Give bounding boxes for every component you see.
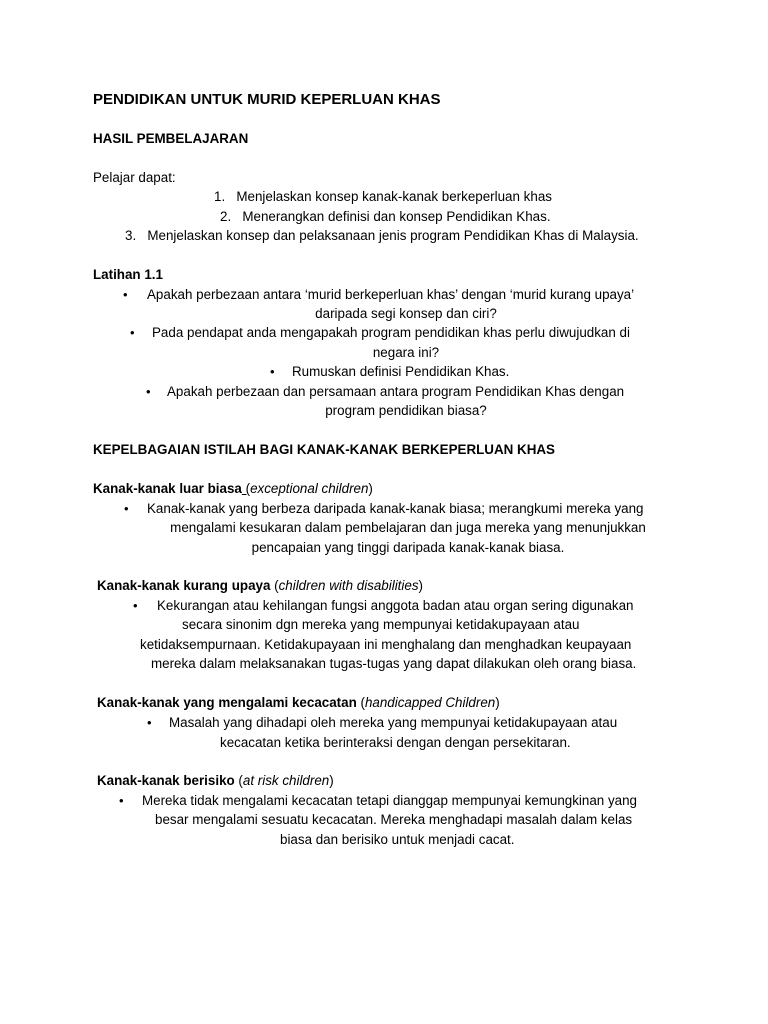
list-item (214, 187, 552, 207)
list-item (125, 226, 639, 246)
bullet-icon: • (124, 501, 129, 516)
latihan-item-line: Rumuskan definisi Pendidikan Khas. (292, 364, 510, 379)
latihan-item-line: Apakah perbezaan dan persamaan antara program Pendidikan Khas dengan (167, 384, 625, 399)
latihan-item-line: daripada segi konsep dan ciri? (315, 306, 497, 321)
term-english: children with disabilities (278, 578, 419, 593)
term-heading: Kanak-kanak luar biasa (exceptional children) (93, 481, 373, 496)
list-number: 1. (214, 189, 226, 204)
term-desc-line: pencapaian yang tinggi daripada kanak-kanak biasa. (251, 540, 565, 555)
latihan-item-line: Apakah perbezaan antara ‘murid berkeperluan khas’ dengan ‘murid kurang upaya’ (147, 287, 635, 302)
bullet-icon: • (147, 715, 152, 730)
list-text: Menerangkan definisi dan konsep Pendidikan Khas. (242, 209, 551, 224)
term-english: exceptional children (250, 481, 369, 496)
latihan-item-line: program pendidikan biasa? (325, 403, 487, 418)
term-desc-line: ketidaksempurnaan. Ketidakupayaan ini menghalang dan menghadkan keupayaan (140, 637, 632, 652)
term-name: Kanak-kanak yang mengalami kecacatan (97, 695, 357, 710)
term-desc-line: Kanak-kanak yang berbeza daripada kanak-kanak biasa; merangkumi mereka yang (147, 501, 644, 516)
term-desc-line: secara sinonim dgn mereka yang mempunyai ketidakupayaan atau (182, 617, 580, 632)
term-desc-line: Mereka tidak mengalami kecacatan tetapi dianggap mempunyai kemungkinan yang (142, 793, 638, 808)
bullet-icon: • (123, 287, 128, 302)
bullet-icon: • (119, 793, 124, 808)
kepelbagaian-heading: KEPELBAGAIAN ISTILAH BAGI KANAK-KANAK BERKEPERLUAN KHAS (93, 442, 555, 457)
term-desc-line: Kekurangan atau kehilangan fungsi anggota badan atau organ sering digunakan (157, 598, 634, 613)
bullet-icon: • (133, 598, 138, 613)
document-title: PENDIDIKAN UNTUK MURID KEPERLUAN KHAS (93, 91, 441, 108)
latihan-item-line: Pada pendapat anda mengapakah program pendidikan khas perlu diwujudkan di (152, 325, 630, 340)
term-heading: Kanak-kanak kurang upaya (children with disabilities) (97, 578, 423, 593)
list-number: 2. (220, 209, 232, 224)
term-heading: Kanak-kanak yang mengalami kecacatan (handicapped Children) (97, 695, 500, 710)
term-name: Kanak-kanak kurang upaya (97, 578, 271, 593)
term-heading: Kanak-kanak berisiko (at risk children) (97, 773, 334, 788)
term-english: handicapped Children (364, 695, 496, 710)
list-item (220, 207, 551, 227)
latihan-item-line: negara ini? (372, 345, 440, 360)
hasil-intro: Pelajar dapat: (93, 170, 176, 185)
term-desc-line: biasa dan berisiko untuk menjadi cacat. (280, 832, 515, 847)
term-name: Kanak-kanak berisiko (97, 773, 235, 788)
term-desc-line: besar mengalami sesuatu kecacatan. Mereka menghadapi masalah dalam kelas (155, 812, 633, 827)
bullet-icon: • (146, 384, 151, 399)
list-number: 3. (125, 228, 137, 243)
term-english: at risk children (242, 773, 330, 788)
term-name: Kanak-kanak luar biasa (93, 481, 242, 496)
latihan-heading: Latihan 1.1 (93, 267, 163, 282)
list-text: Menjelaskan konsep kanak-kanak berkeperluan khas (236, 189, 552, 204)
term-desc-line: kecacatan ketika berinteraksi dengan dengan persekitaran. (220, 735, 571, 750)
hasil-heading: HASIL PEMBELAJARAN (93, 131, 249, 146)
term-desc-line: mengalami kesukaran dalam pembelajaran dan juga mereka yang menunjukkan (170, 520, 646, 535)
bullet-icon: • (130, 325, 135, 340)
term-desc-line: Masalah yang dihadapi oleh mereka yang mempunyai ketidakupayaan atau (169, 715, 618, 730)
bullet-icon: • (270, 364, 275, 379)
list-text: Menjelaskan konsep dan pelaksanaan jenis program Pendidikan Khas di Malaysia. (147, 228, 639, 243)
term-desc-line: mereka dalam melaksanakan tugas-tugas yang dapat dilakukan oleh orang biasa. (151, 656, 637, 671)
